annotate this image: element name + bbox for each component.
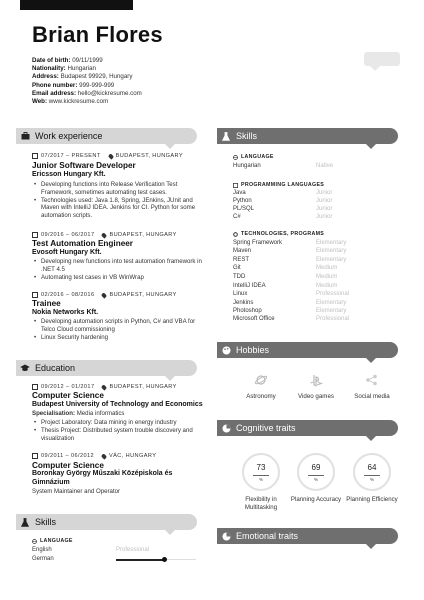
planet-icon <box>254 373 268 387</box>
skill-name: TDD <box>233 274 246 280</box>
skill-level: Elementary <box>316 300 347 306</box>
section-hobbies <box>217 342 398 358</box>
list-item: • Thesis Project: Distributed system trouble discovery and visualization <box>32 427 204 443</box>
job-company: Evosoft Hungary Kft. <box>32 249 102 256</box>
skill-level: Junior <box>316 214 333 220</box>
pie-chart-icon <box>221 423 231 433</box>
list-item: • Developing functions into Release Verification Test Framework, sometimes automating test cases. <box>32 181 204 197</box>
section-skills-left <box>16 514 197 530</box>
list-item: • Project Laboratory: Data mining in energy industry <box>32 419 204 427</box>
skill-slider-knob <box>162 557 167 562</box>
globe-icon <box>32 539 37 544</box>
section-title: Education <box>35 363 76 373</box>
skill-name: REST <box>233 257 250 263</box>
personal-info <box>32 57 142 106</box>
job-company: Nokia Networks Kft. <box>32 309 99 316</box>
skill-name: Hungarian <box>233 163 261 169</box>
trait-unit: % <box>308 475 324 482</box>
section-title: Cognitive traits <box>236 423 296 433</box>
list-item: • Automating test cases in VB WinWrap <box>32 274 204 282</box>
trait-unit: % <box>364 475 380 482</box>
skill-name: PL/SQL <box>233 206 255 212</box>
trait-label: Planning Efficiency <box>346 496 398 503</box>
trait-gauge <box>353 453 391 491</box>
job-title: Test Automation Engineer <box>32 239 133 248</box>
skill-level: Professional <box>316 316 350 322</box>
graduation-cap-icon <box>20 363 30 373</box>
skill-name: IntelliJ IDEA <box>233 283 266 289</box>
header-accent-bar <box>20 0 133 10</box>
skill-name: Spring Framework <box>233 240 283 246</box>
trait-item <box>340 453 404 504</box>
code-icon <box>233 183 238 188</box>
calendar-icon <box>32 292 38 298</box>
trait-label: Planning Accuracy <box>290 496 342 503</box>
candidate-name: Brian Flores <box>32 22 163 47</box>
job-bullets <box>32 318 204 341</box>
education-school: Boronkay György Műszaki Középiskola és Gimnázium <box>32 470 173 486</box>
education-meta: 09/2012 – 01/2017 BUDAPEST, HUNGARY <box>32 384 177 390</box>
section-title: Skills <box>236 131 258 141</box>
palette-icon <box>221 345 231 355</box>
skill-name: C# <box>233 214 241 220</box>
skill-level: Elementary <box>316 257 347 263</box>
education-note: System Maintainer and Operator <box>32 488 121 495</box>
skills-group-label: LANGUAGE <box>32 538 73 544</box>
skill-level: Professional <box>316 291 350 297</box>
section-education <box>16 360 197 376</box>
trait-gauge <box>297 453 335 491</box>
trait-label: Flexibility in Multitasking <box>244 496 278 511</box>
skill-name: Python <box>233 198 252 204</box>
skill-level: Elementary <box>316 240 347 246</box>
skill-name: Maven <box>233 248 252 254</box>
education-degree: Computer Science <box>32 391 104 400</box>
trait-value: 69 <box>311 462 321 472</box>
skill-level: Elementary <box>316 308 347 314</box>
personal-row-address: Address: Budapest 99929, Hungary <box>32 73 133 81</box>
education-specialisation: Specialisation: Media informatics <box>32 410 125 417</box>
skill-level: Professional <box>116 547 150 553</box>
section-title: Work experience <box>35 131 103 141</box>
skills-group-label: TECHNOLOGIES, PROGRAMS <box>233 231 324 237</box>
skill-name: Microsoft Office <box>233 316 275 322</box>
hobby-item: Video games <box>286 373 346 400</box>
hobby-item: Social media <box>342 373 402 400</box>
location-pin-icon <box>101 453 107 459</box>
skill-level: Medium <box>316 274 338 280</box>
calendar-icon <box>32 153 38 159</box>
playstation-icon <box>309 373 323 387</box>
location-pin-icon <box>107 153 113 159</box>
skill-level: Medium <box>316 265 338 271</box>
calendar-icon <box>32 232 38 238</box>
list-item: • Linux Security hardening <box>32 334 204 342</box>
education-meta: 09/2011 – 06/2012 VÁC, HUNGARY <box>32 453 156 459</box>
section-title: Hobbies <box>236 345 270 355</box>
job-title: Trainee <box>32 299 61 308</box>
trait-value: 73 <box>256 462 266 472</box>
personal-row-nationality: Nationality: Hungarian <box>32 65 96 73</box>
location-pin-icon <box>101 384 107 390</box>
skill-slider-track <box>116 559 196 560</box>
job-bullets <box>32 258 204 281</box>
gear-icon <box>233 232 238 237</box>
job-meta: 07/2017 – PRESENT BUDAPEST, HUNGARY <box>32 153 183 159</box>
job-company: Ericsson Hungary Kft. <box>32 171 106 178</box>
skill-name: German <box>32 556 54 562</box>
skill-level: Junior <box>316 190 333 196</box>
personal-row-email: Email address: hello@kickresume.com <box>32 89 142 97</box>
education-degree: Computer Science <box>32 461 104 470</box>
list-item: • Technologies used: Java 1.8, Spring, JEnkins, JUnit and Maven with IntelliJ IDEA. Jenkins for CI. Python for some automation scripts. <box>32 197 204 220</box>
skill-name: Git <box>233 265 241 271</box>
trait-value: 64 <box>367 462 377 472</box>
section-emotional-traits <box>217 528 398 544</box>
personal-row-web: Web: www.kickresume.com <box>32 98 109 106</box>
personal-row-phone: Phone number: 999-999-999 <box>32 81 115 89</box>
section-title: Skills <box>35 517 57 527</box>
job-title: Junior Software Developer <box>32 161 136 170</box>
skill-level: Junior <box>316 198 333 204</box>
skill-level: Junior <box>316 206 333 212</box>
job-meta: 09/2016 – 06/2017 BUDAPEST, HUNGARY <box>32 232 177 238</box>
skill-name: Photoshop <box>233 308 262 314</box>
pie-chart-icon <box>221 531 231 541</box>
skill-name: Jenkins <box>233 300 254 306</box>
skills-group-label: LANGUAGE <box>233 154 274 160</box>
skills-group-label: PROGRAMMING LANGUAGES <box>233 182 324 188</box>
trait-unit: % <box>253 475 269 482</box>
job-meta: 02/2016 – 08/2016 BUDAPEST, HUNGARY <box>32 292 177 298</box>
hobby-item: Astronomy <box>231 373 291 400</box>
briefcase-icon <box>20 131 30 141</box>
skill-name: Java <box>233 190 246 196</box>
trait-item <box>284 453 348 504</box>
location-pin-icon <box>101 232 107 238</box>
speech-bubble-decoration <box>364 52 400 66</box>
section-skills-right <box>217 128 398 144</box>
personal-row-dob: Date of birth: 09/11/1999 <box>32 57 103 64</box>
flask-icon <box>20 517 30 527</box>
education-bullets <box>32 419 204 442</box>
section-cognitive-traits <box>217 420 398 436</box>
skill-level: Elementary <box>316 248 347 254</box>
skill-level: Native <box>316 163 334 169</box>
social-media-icon <box>365 373 379 387</box>
skill-name: English <box>32 547 52 553</box>
calendar-icon <box>32 453 38 459</box>
education-school: Budapest University of Technology and Economics <box>32 401 203 408</box>
globe-icon <box>233 155 238 160</box>
skill-level: Medium <box>316 283 338 289</box>
skill-slider-fill <box>116 559 164 561</box>
job-bullets <box>32 181 204 220</box>
list-item: • Developing automation scripts in Python, C# and VBA for Telco Cloud commissioning <box>32 318 204 334</box>
flask-icon <box>221 131 231 141</box>
location-pin-icon <box>101 292 107 298</box>
trait-gauge <box>242 453 280 491</box>
section-title: Emotional traits <box>236 531 299 541</box>
section-work-experience <box>16 128 197 144</box>
calendar-icon <box>32 384 38 390</box>
list-item: • Developing new functions into test automation framework in .NET 4.5 <box>32 258 204 274</box>
skill-name: Linux <box>233 291 248 297</box>
